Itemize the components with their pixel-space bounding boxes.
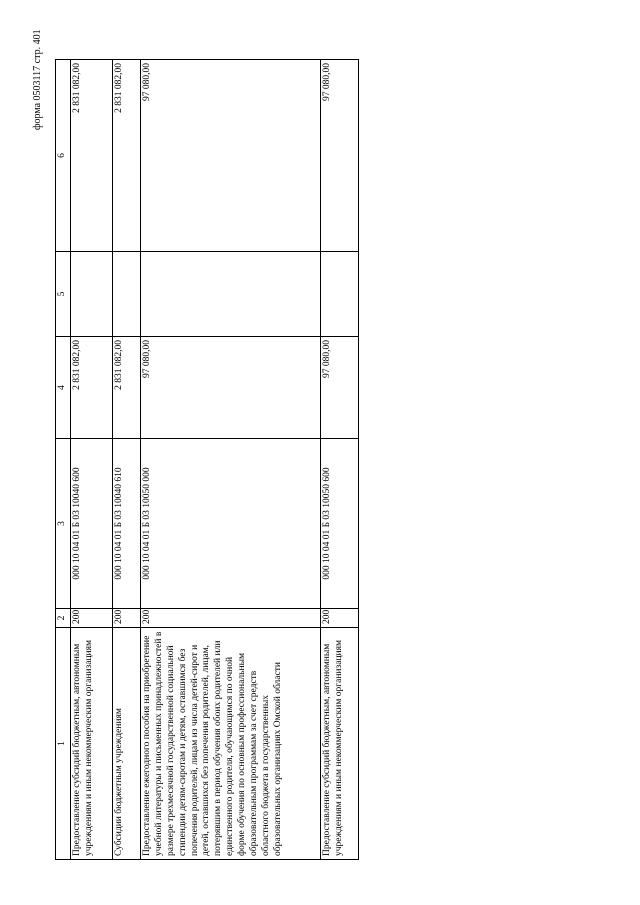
table-row bbox=[321, 60, 359, 860]
row-col5 bbox=[321, 252, 359, 337]
row-approved: 2 831 082,00 bbox=[71, 337, 113, 439]
row-col5 bbox=[141, 252, 321, 337]
table-row bbox=[71, 60, 113, 860]
header-col-3: 3 bbox=[56, 439, 71, 609]
table-row bbox=[113, 60, 141, 860]
row-budget-code: 000 10 04 01 Б 03 10050 000 bbox=[141, 439, 321, 609]
row-col6: 2 831 082,00 bbox=[71, 60, 113, 252]
budget-table bbox=[55, 59, 359, 860]
table-row bbox=[141, 60, 321, 860]
row-col6: 97 080,00 bbox=[321, 60, 359, 252]
row-approved: 97 080,00 bbox=[141, 337, 321, 439]
row-col6: 97 080,00 bbox=[141, 60, 321, 252]
row-line-code: 200 bbox=[141, 609, 321, 628]
row-name: Предоставление субсидий бюджетным, автономным учреждениям и иным некоммерческим организациям bbox=[321, 628, 359, 860]
row-line-code: 200 bbox=[113, 609, 141, 628]
header-col-1: 1 bbox=[56, 628, 71, 860]
header-col-2: 2 bbox=[56, 609, 71, 628]
row-col5 bbox=[113, 252, 141, 337]
row-budget-code: 000 10 04 01 Б 03 10040 610 bbox=[113, 439, 141, 609]
row-name: Предоставление ежегодного пособия на приобретение учебной литературы и письменных принадлежностей в размере трехмесячной государственной социальной стипендии детям-сиротам и детям, оставшимся без попечения родителей, лицам из числа детей-сирот и детей, оставшихся без попечения родителей, лицам, потерявшим в период обучения обоих родителей или единственного родителя, обучающимся по очной форме обучения по основным профессиональным образовательным программам за счет средств областного бюджета в государственных образовательных организациях Омской области bbox=[141, 628, 321, 860]
row-budget-code: 000 10 04 01 Б 03 10040 600 bbox=[71, 439, 113, 609]
row-line-code: 200 bbox=[71, 609, 113, 628]
row-name: Предоставление субсидий бюджетным, автономным учреждениям и иным некоммерческим организациям bbox=[71, 628, 113, 860]
header-col-4: 4 bbox=[56, 337, 71, 439]
row-approved: 2 831 082,00 bbox=[113, 337, 141, 439]
header-col-6: 6 bbox=[56, 60, 71, 252]
header-row bbox=[56, 60, 71, 860]
row-name: Субсидии бюджетным учреждениям bbox=[113, 628, 141, 860]
row-line-code: 200 bbox=[321, 609, 359, 628]
row-approved: 97 080,00 bbox=[321, 337, 359, 439]
form-code: форма 0503117 стр. 401 bbox=[32, 29, 43, 130]
header-col-5: 5 bbox=[56, 252, 71, 337]
row-col6: 2 831 082,00 bbox=[113, 60, 141, 252]
row-budget-code: 000 10 04 01 Б 03 10050 600 bbox=[321, 439, 359, 609]
row-col5 bbox=[71, 252, 113, 337]
